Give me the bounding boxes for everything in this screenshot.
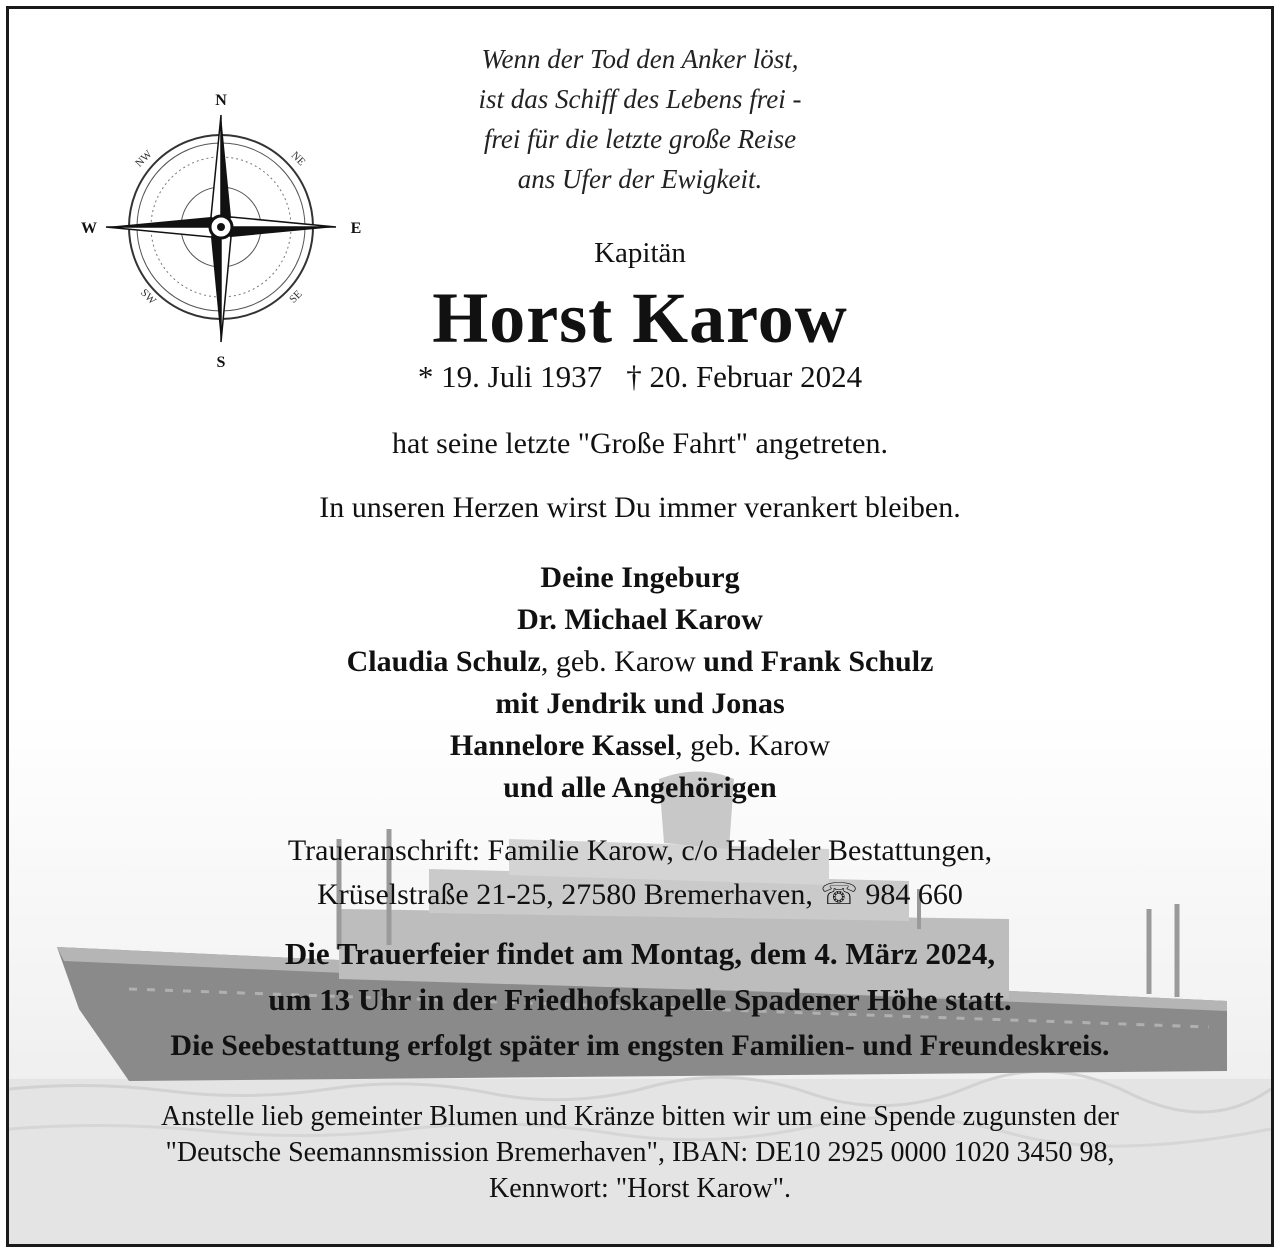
compass-w-label: W: [81, 220, 97, 237]
mourners-list: [9, 557, 1271, 809]
mourner-note: , geb. Karow: [675, 729, 831, 762]
compass-se-label: SE: [287, 288, 305, 306]
ceremony-line: Die Trauerfeier findet am Montag, dem 4. März 2024,: [284, 936, 996, 971]
compass-sw-label: SW: [138, 286, 159, 307]
mourning-address: [9, 829, 1271, 917]
donation-line: Anstelle lieb gemeinter Blumen und Kränze bitten wir um eine Spende zugunsten der: [161, 1101, 1119, 1132]
ceremony-line: Die Seebestattung erfolgt später im engsten Familien- und Freundeskreis.: [170, 1029, 1110, 1062]
mourner: Dr. Michael Karow: [517, 603, 763, 636]
compass-n-label: N: [215, 92, 227, 109]
mourner: und alle Angehörigen: [503, 771, 777, 804]
deceased-title: Kapitän: [594, 237, 686, 269]
poem-line: ans Ufer der Ewigkeit.: [517, 164, 763, 194]
farewell-line: hat seine letzte "Große Fahrt" angetreten.: [392, 427, 888, 460]
obituary-frame: [6, 6, 1274, 1247]
mourner: Deine Ingeburg: [540, 561, 740, 594]
death-date: † 20. Februar 2024: [626, 359, 863, 394]
mourner: und Frank Schulz: [703, 645, 934, 678]
birth-date: * 19. Juli 1937: [417, 359, 603, 394]
poem-line: Wenn der Tod den Anker löst,: [481, 44, 799, 74]
address-line: Krüselstraße 21-25, 27580 Bremerhaven, ☏ 984 660: [317, 878, 963, 911]
compass-ne-label: NE: [288, 149, 308, 169]
mourner: Claudia Schulz: [346, 645, 541, 678]
poem-line: ist das Schiff des Lebens frei -: [478, 84, 802, 114]
compass-nw-label: NW: [133, 148, 155, 170]
ceremony-info: [9, 931, 1271, 1069]
poem-line: frei für die letzte große Reise: [483, 124, 797, 154]
mourner-note: , geb. Karow: [540, 645, 704, 678]
donation-info: [9, 1099, 1271, 1207]
life-dates: [9, 359, 1271, 395]
deceased-name: Horst Karow: [432, 278, 848, 358]
donation-line: "Deutsche Seemannsmission Bremerhaven", IBAN: DE10 2925 0000 1020 3450 98,: [165, 1137, 1115, 1168]
address-line: Traueranschrift: Familie Karow, c/o Hadeler Bestattungen,: [287, 834, 993, 867]
ceremony-line: um 13 Uhr in der Friedhofskapelle Spadener Höhe statt.: [268, 982, 1012, 1017]
mourner: Hannelore Kassel: [449, 729, 676, 762]
poem: [9, 39, 1271, 199]
donation-line: Kennwort: "Horst Karow".: [488, 1173, 792, 1204]
mourner: mit Jendrik und Jonas: [495, 687, 785, 720]
remembrance-line: In unseren Herzen wirst Du immer verankert bleiben.: [319, 491, 961, 524]
compass-e-label: E: [350, 220, 362, 237]
compass-s-label: S: [216, 354, 226, 371]
